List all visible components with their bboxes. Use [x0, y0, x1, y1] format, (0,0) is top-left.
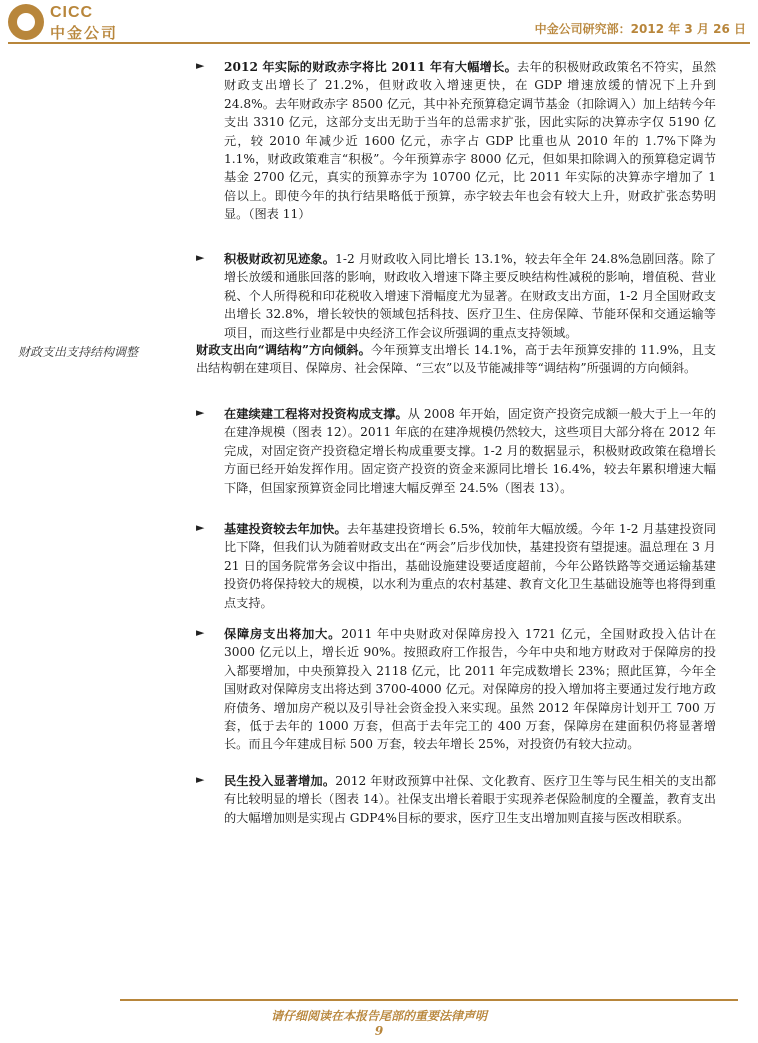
bullet-arrow-icon: ►: [196, 251, 205, 264]
bullet-body: 去年的积极财政政策名不符实，虽然财政支出增长了 21.2%，但财政收入增速更快，在 GDP 增速放缓的情况下上升到 24.8%。去年财政赤字 8500 亿元，其中补充预算稳定调节基金（扣除调入）加上结转今年支出 3310 亿元，这部分支出无助于当年的总需求扩张，因此实际的决算赤字仅 5190 亿元，较 2010 年减少近 1600 亿元，赤字占 GDP 比重也从 2010 年的 1.7%下降为 1.1%，财政政策难言“积极”。今年预算赤字 8000 亿元，但如果扣除调入的预算稳定调节基金 2700 亿元，真实的预算赤字为 10700 亿元，比 2011 年实际的决算赤字增加了 1 倍以上。即使今年的执行结果略低于预算，赤字较去年也会有较大上升，财政扩张态势明显。（图表 11）: [224, 60, 717, 222]
side-note: 财政支出支持结构调整: [18, 345, 139, 359]
paragraph-text: [196, 341, 716, 378]
cicc-logo: [8, 4, 158, 40]
bullet-text: [224, 405, 716, 497]
page-number: 9: [374, 1024, 384, 1038]
bullet-text: [224, 520, 716, 612]
bullet-housing: [196, 625, 716, 754]
bullet-arrow-icon: ►: [196, 521, 205, 534]
bullet-lead: 基建投资较去年加快。: [224, 522, 347, 536]
cicc-logo-mark: [8, 4, 44, 40]
bullet-lead: 在建续建工程将对投资构成支撑。: [224, 407, 408, 421]
bullet-fiscal-deficit: [196, 58, 716, 224]
footer-divider: [120, 999, 738, 1001]
header-divider: [8, 42, 750, 44]
bullet-arrow-icon: ►: [196, 626, 205, 639]
bullet-lead: 保障房支出将加大。: [224, 627, 342, 641]
bullet-text: [224, 625, 716, 754]
header-date: 中金公司研究部：2012 年 3 月 26 日: [534, 22, 746, 36]
bullet-body: 从 2008 年开始，固定资产投资完成额一般大于上一年的在建净规模（图表 12）。2011 年底的在建净规模仍然较大，这些项目大部分将在 2012 年完成，对固定资产投资稳定增长构成重要支撑。1-2 月的数据显示，积极财政政策在稳增长方面已经开始发挥作用。固定资产投资的资金来源同比增长 16.4%，较去年累积增速大幅下降，但国家预算资金同比增速大幅反弹至 24.5%（图表 13）。: [224, 407, 717, 495]
logo-text-cn: 中金公司: [50, 24, 119, 42]
bullet-text: [224, 58, 716, 224]
logo-text-en: CICC: [50, 4, 94, 21]
bullet-body: 1-2 月财政收入同比增长 13.1%，较去年全年 24.8%急剧回落。除了增长放缓和通胀回落的影响，财政收入增速下降主要反映结构性减税的影响，增值税、营业税、个人所得税和印花税收入增速下滑幅度尤为显著。在财政支出方面，1-2 月全国财政支出增长 32.8%，增长较快的领域包括科技、医疗卫生、住房保障、节能环保和交通运输等项目，而这些行业都是中央经济工作会议所强调的重点支持领域。: [224, 252, 717, 340]
bullet-text: [224, 250, 716, 342]
bullet-arrow-icon: ►: [196, 406, 205, 419]
paragraph-body: 今年预算支出增长 14.1%，高于去年预算安排的 11.9%，且支出结构朝在建项目、保障房、社会保障、“三农”以及节能减排等“调结构”所强调的方向倾斜。: [196, 343, 716, 376]
bullet-positive-fiscal: [196, 250, 716, 342]
bullet-construction: [196, 405, 716, 497]
bullet-arrow-icon: ►: [196, 773, 205, 786]
bullet-infrastructure: [196, 520, 716, 612]
bullet-body: 去年基建投资增长 6.5%，较前年大幅放缓。今年 1-2 月基建投资同比下降，但我们认为随着财政支出在“两会”后步伐加快，基建投资有望提速。温总理在 3 月 21 日的国务院常务会议中指出，基础设施建设要适度超前，今年公路铁路等交通运输基建投资仍将保持较大的规模，以水利为重点的农村基建、教育文化卫生基础设施等也将得到重点支持。: [224, 522, 717, 610]
bullet-text: [224, 772, 716, 827]
bullet-lead: 2012 年实际的财政赤字将比 2011 年有大幅增长。: [224, 60, 518, 74]
bullet-lead: 积极财政初见迹象。: [224, 252, 336, 266]
bullet-body: 2012 年财政预算中社保、文化教育、医疗卫生等与民生相关的支出都有比较明显的增长（图表 14）。社保支出增长着眼于实现养老保险制度的全覆盖，教育支出的大幅增加则是实现占 GDP4%目标的要求，医疗卫生支出增加则直接与医改相联系。: [224, 774, 717, 825]
bullet-arrow-icon: ►: [196, 59, 205, 72]
bullet-body: 2011 年中央财政对保障房投入 1721 亿元，全国财政投入估计在 3000 亿元以上，增长近 90%。按照政府工作报告，今年中央和地方财政对于保障房的投入都要增加，中央预算投入 2118 亿元，比 2011 年完成数增长 23%；照此匡算，今年全国财政对保障房支出将达到 3700-4000 亿元。对保障房的投入增加将主要通过发行地方政府债务、增加房产税以及引导社会资金投入来实现。虽然 2012 年保障房计划开工 700 万套，低于去年的 1000 万套，但高于去年完工的 400 万套，保障房在建面积仍将显著增长。而且今年建成目标 500 万套，较去年增长 25%，对投资仍有较大拉动。: [224, 627, 717, 752]
legal-notice: 请仔细阅读在本报告尾部的重要法律声明: [270, 1009, 487, 1023]
paragraph-structure: [196, 341, 716, 378]
bullet-livelihood: [196, 772, 716, 827]
bullet-lead: 民生投入显著增加。: [224, 774, 336, 788]
paragraph-lead: 财政支出向“调结构”方向倾斜。: [196, 343, 371, 357]
